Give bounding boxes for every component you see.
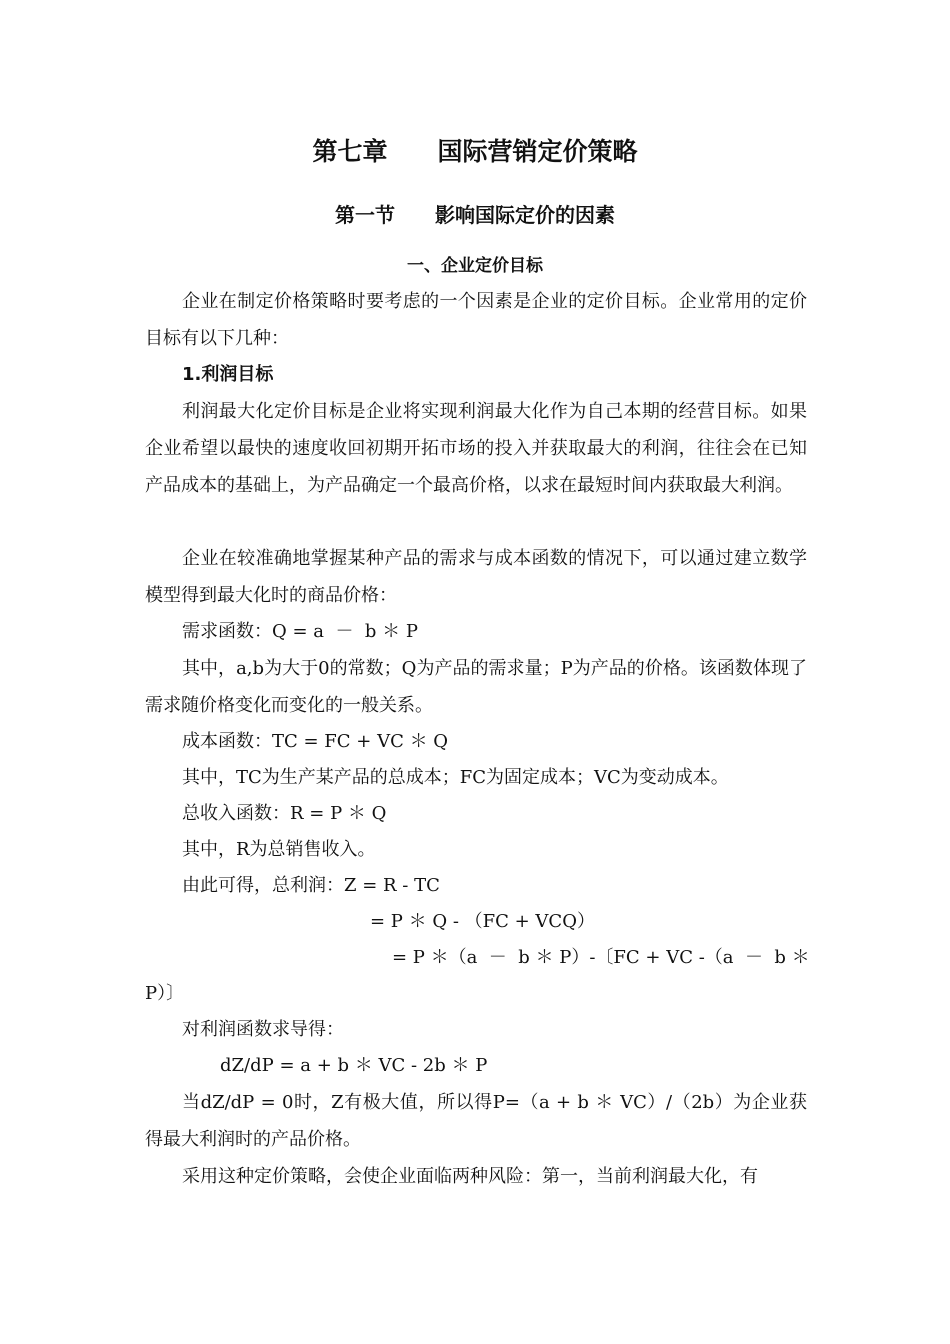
paragraph-intro: 企业在制定价格策略时要考虑的一个因素是企业的定价目标。企业常用的定价目标有以下几种： [145,291,807,349]
revenue-explanation: 其中，R为总销售收入。 [182,839,376,860]
section-title: 第一节 影响国际定价的因素 [335,203,615,227]
paragraph-profit-max: 利润最大化定价目标是企业将实现利润最大化作为自己本期的经营目标。如果企业希望以最快的速度收回初期开拓市场的投入并获取最大的利润，往往会在已知产品成本的基础上，为产品确定一个最高价格，以求在最短时间内获取最大利润。 [145,401,807,496]
paragraph-risk: 采用这种定价策略，会使企业面临两种风险：第一，当前利润最大化，有 [182,1166,758,1187]
chapter-title: 第七章 国际营销定价策略 [312,137,638,166]
profit-equation-line-4: P）〕 [145,983,185,1004]
paragraph-demand-explanation: 其中，a,b为大于0的常数；Q为产品的需求量；P为产品的价格。该函数体现了需求随价格变化而变化的一般关系。 [145,658,807,716]
revenue-function: 总收入函数：R = P ＊ Q [182,803,387,824]
paragraph-optimum: 当dZ/dP = 0时，Z有极大值，所以得P=（a + b ＊ VC）/（2b）为企业获得最大利润时的产品价格。 [145,1092,807,1150]
cost-function: 成本函数：TC = FC + VC ＊ Q [182,731,449,752]
demand-function: 需求函数：Q = a － b ＊ P [182,621,418,642]
profit-equation-line-1: 由此可得，总利润：Z = R - TC [182,875,440,896]
profit-equation-line-3: = P ＊（a － b ＊ P）-〔FC + VC -（a － b ＊ [392,947,810,968]
derivative-intro: 对利润函数求导得： [182,1019,344,1040]
profit-equation-line-2: = P ＊ Q - （FC + VCQ） [370,911,595,932]
paragraph-model: 企业在较准确地掌握某种产品的需求与成本函数的情况下，可以通过建立数学模型得到最大化时的商品价格： [145,548,807,606]
subsection-title: 一、企业定价目标 [407,256,543,276]
cost-explanation: 其中，TC为生产某产品的总成本；FC为固定成本；VC为变动成本。 [182,767,729,788]
derivative-equation: dZ/dP = a + b ＊ VC - 2b ＊ P [220,1055,488,1076]
item1-heading: 1.利润目标 [182,364,274,385]
